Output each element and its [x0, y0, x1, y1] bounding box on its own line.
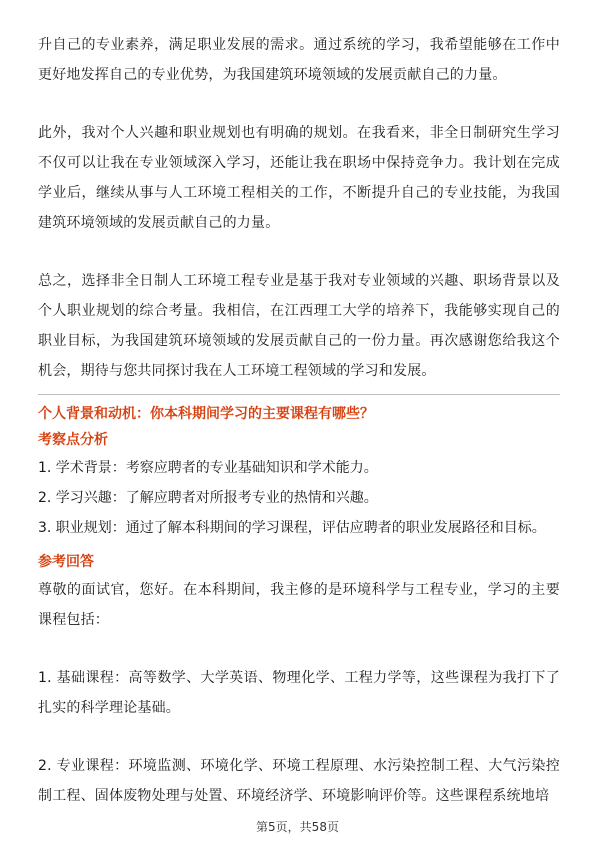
analysis-item: 1. 学术背景：考察应聘者的专业基础知识和学术能力。: [38, 460, 378, 476]
page-content: [38, 30, 560, 811]
paragraph-conclusion: 总之，选择非全日制人工环境工程专业是基于我对专业领域的兴趣、职场背景以及个人职业规划的综合考量。我相信，在江西理工大学的培养下，我能够实现自己的职业目标，为我国建筑环境领域的发展贡献自己的一份力量。再次感谢您给我这个机会，期待与您共同探讨我在人工环境工程领域的学习和发展。: [38, 273, 560, 379]
paragraph-interest-plan: 此外，我对个人兴趣和职业规划也有明确的规划。在我看来，非全日制研究生学习不仅可以让我在专业领域深入学习，还能让我在职场中保持竞争力。我计划在完成学业后，继续从事与人工环境工程相关的工作，不断提升自己的专业技能，为我国建筑环境领域的发展贡献自己的力量。: [38, 125, 560, 231]
section-divider: [38, 394, 560, 395]
answer-intro: 尊敬的面试官，您好。在本科期间，我主修的是环境科学与工程专业，学习的主要课程包括：: [38, 582, 560, 628]
analysis-title: 考察点分析: [38, 432, 108, 448]
analysis-item: 2. 学习兴趣：了解应聘者对所报考专业的热情和兴趣。: [38, 490, 378, 506]
answer-point-basic-courses: 1. 基础课程：高等数学、大学英语、物理化学、工程力学等，这些课程为我打下了扎实的科学理论基础。: [38, 670, 560, 716]
paragraph-gap: [38, 635, 560, 663]
analysis-item: 3. 职业规划：通过了解本科期间的学习课程，评估应聘者的职业发展路径和目标。: [38, 520, 546, 536]
page-number: 第5页，共58页: [256, 820, 339, 834]
paragraph-gap: [38, 90, 560, 118]
question-heading: 个人背景和动机：你本科期间学习的主要课程有哪些？: [38, 406, 374, 422]
answer-point-major-courses: 2. 专业课程：环境监测、环境化学、环境工程原理、水污染控制工程、大气污染控制工程、固体废物处理与处置、环境经济学、环境影响评价等。这些课程系统地培: [38, 758, 560, 804]
paragraph-gap: [38, 238, 560, 266]
continued-paragraph: 升自己的专业素养，满足职业发展的需求。通过系统的学习，我希望能够在工作中更好地发挥自己的专业优势，为我国建筑环境领域的发展贡献自己的力量。: [38, 37, 560, 83]
answer-title: 参考回答: [38, 554, 94, 570]
paragraph-gap: [38, 723, 560, 751]
